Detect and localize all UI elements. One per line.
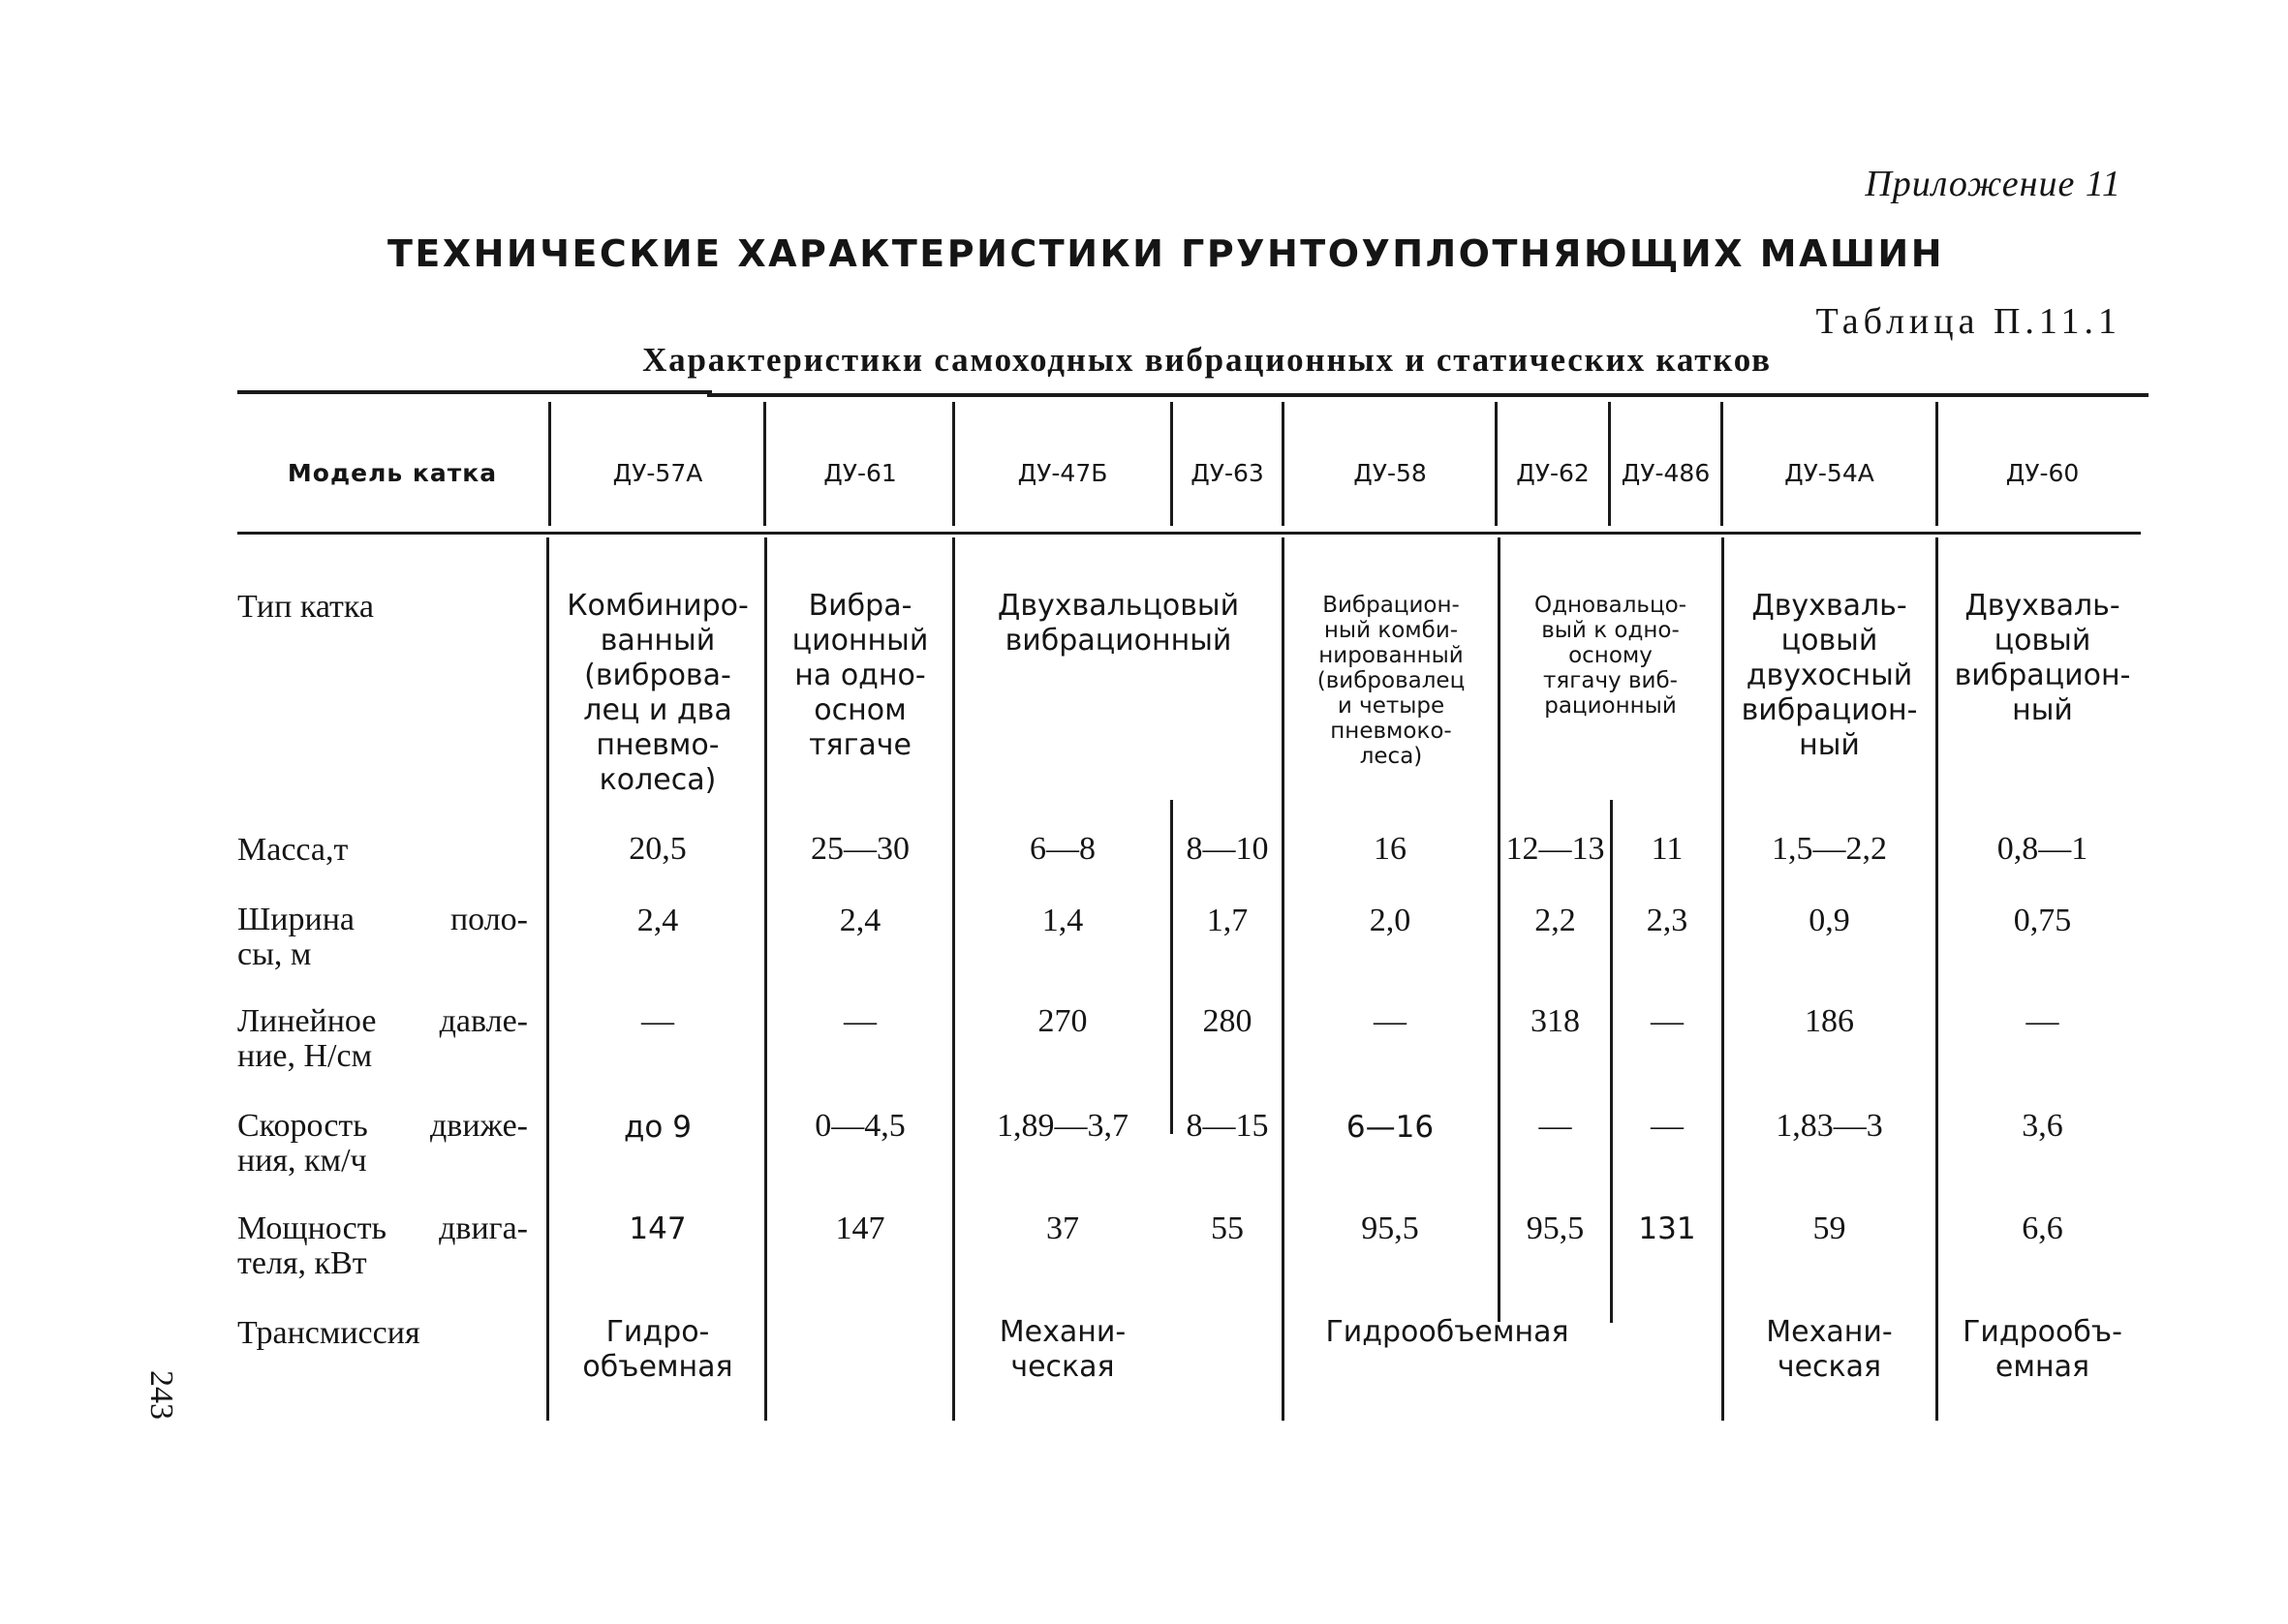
value-cell: 95,5 bbox=[1526, 1210, 1585, 1246]
value-cell: 1,7 bbox=[1206, 903, 1249, 938]
value-cell: 270 bbox=[1037, 1003, 1088, 1039]
value-cell: — bbox=[1651, 1108, 1684, 1144]
body-divider bbox=[546, 537, 549, 1421]
value-cell: до 9 bbox=[624, 1110, 692, 1145]
top-rule-right bbox=[707, 393, 2149, 397]
type-du62-du486: Одновальцо- вый к одно- осному тягачу виб- рационный bbox=[1533, 593, 1687, 719]
row-label-pressure: Линейное давле- ние, Н/см bbox=[237, 1003, 528, 1074]
value-cell: 1,83—3 bbox=[1776, 1108, 1883, 1144]
page-number: 243 bbox=[143, 1370, 179, 1420]
value-cell: 8—15 bbox=[1186, 1108, 1269, 1144]
type-du54a: Двухваль- цовый двухосный вибрацион- ный bbox=[1741, 589, 1918, 762]
page-title: ТЕХНИЧЕСКИЕ ХАРАКТЕРИСТИКИ ГРУНТОУПЛОТНЯЮЩИХ МАШИН bbox=[386, 232, 1945, 275]
type-du61: Вибра- ционный на одно- осном тягаче bbox=[791, 589, 929, 762]
header-model: ДУ-60 bbox=[2005, 459, 2080, 487]
value-cell: 1,4 bbox=[1041, 903, 1084, 938]
header-model: ДУ-47Б bbox=[1017, 459, 1108, 487]
value-cell: 0,75 bbox=[2013, 903, 2072, 938]
value-cell: 1,5—2,2 bbox=[1772, 831, 1887, 867]
value-cell: 8—10 bbox=[1186, 831, 1269, 867]
value-cell: — bbox=[1374, 1003, 1407, 1039]
value-cell: 6—8 bbox=[1030, 831, 1096, 867]
row-label-speed: Скорость движе- ния, км/ч bbox=[237, 1108, 528, 1179]
appendix-label: Приложение 11 bbox=[1865, 164, 2121, 204]
header-model: ДУ-58 bbox=[1353, 459, 1427, 487]
value-cell: 16 bbox=[1374, 831, 1407, 867]
value-cell: 20,5 bbox=[629, 831, 687, 867]
transmission-du58-du486: Гидрообъемная bbox=[1325, 1315, 1569, 1349]
row-label-mass: Масса, т bbox=[237, 832, 349, 868]
value-cell: — bbox=[1651, 1003, 1684, 1039]
value-cell: 11 bbox=[1651, 831, 1684, 867]
value-cell: 280 bbox=[1202, 1003, 1252, 1039]
value-cell: 2,4 bbox=[636, 903, 679, 938]
type-du60: Двухваль- цовый вибрацион- ный bbox=[1954, 589, 2131, 727]
value-cell: 186 bbox=[1805, 1003, 1854, 1039]
value-cell: 6,6 bbox=[2022, 1210, 2063, 1246]
header-model: ДУ-54А bbox=[1784, 459, 1874, 487]
header-model: ДУ-62 bbox=[1516, 459, 1590, 487]
transmission-du47b: Механи- ческая bbox=[999, 1315, 1127, 1384]
top-rule-left bbox=[237, 390, 712, 394]
header-label: Модель катка bbox=[287, 459, 498, 487]
value-cell: 3,6 bbox=[2022, 1108, 2063, 1144]
value-cell: 59 bbox=[1812, 1210, 1846, 1246]
value-cell: 95,5 bbox=[1361, 1210, 1419, 1246]
value-cell: — bbox=[1538, 1108, 1572, 1144]
value-cell: 0,9 bbox=[1809, 903, 1850, 938]
row-label-type: Тип катка bbox=[237, 589, 374, 625]
header-model: ДУ-57А bbox=[612, 459, 703, 487]
type-du47b-du63: Двухвальцовый вибрационный bbox=[997, 589, 1240, 658]
header-model: ДУ-63 bbox=[1190, 459, 1264, 487]
row-label-power: Мощность двига- теля, кВт bbox=[237, 1210, 528, 1281]
value-cell: 147 bbox=[629, 1211, 687, 1246]
value-cell: 2,4 bbox=[839, 903, 881, 938]
table-caption: Характеристики самоходных вибрационных и статических катков bbox=[642, 341, 1772, 379]
row-label-width: Ширина поло- сы, м bbox=[237, 902, 528, 972]
transmission-du54a: Механи- ческая bbox=[1766, 1315, 1893, 1384]
value-cell: 0—4,5 bbox=[815, 1108, 906, 1144]
value-cell: 2,2 bbox=[1534, 903, 1576, 938]
value-cell: 131 bbox=[1638, 1211, 1696, 1246]
type-du58: Вибрацион- ный комби- нированный (вибровалец и четыре пневмоко- леса) bbox=[1316, 593, 1466, 769]
value-cell: 37 bbox=[1046, 1210, 1079, 1246]
value-cell: 25—30 bbox=[811, 831, 910, 867]
transmission-du57a: Гидро- объемная bbox=[582, 1315, 733, 1384]
header-model: ДУ-486 bbox=[1621, 459, 1711, 487]
transmission-du60: Гидрообъ- емная bbox=[1963, 1315, 2122, 1384]
header-model: ДУ-61 bbox=[823, 459, 897, 487]
row-label-transmission: Трансмиссия bbox=[237, 1315, 420, 1351]
value-cell: 6—16 bbox=[1345, 1110, 1435, 1145]
value-cell: — bbox=[2025, 1003, 2059, 1039]
value-cell: 55 bbox=[1211, 1210, 1244, 1246]
value-cell: 0,8—1 bbox=[1996, 831, 2088, 867]
value-cell: 318 bbox=[1530, 1003, 1580, 1039]
value-cell: 2,0 bbox=[1369, 903, 1411, 938]
value-cell: 1,89—3,7 bbox=[997, 1108, 1129, 1144]
value-cell: 147 bbox=[835, 1210, 885, 1246]
value-cell: — bbox=[844, 1003, 877, 1039]
type-du57a: Комбиниро- ванный (виброва- лец и два пневмо- колеса) bbox=[567, 589, 749, 797]
value-cell: — bbox=[641, 1003, 674, 1039]
table-number: Таблица П.11.1 bbox=[1815, 301, 2121, 342]
header-bottom-rule bbox=[237, 532, 2141, 535]
value-cell: 12—13 bbox=[1505, 831, 1605, 867]
value-cell: 2,3 bbox=[1646, 903, 1688, 938]
